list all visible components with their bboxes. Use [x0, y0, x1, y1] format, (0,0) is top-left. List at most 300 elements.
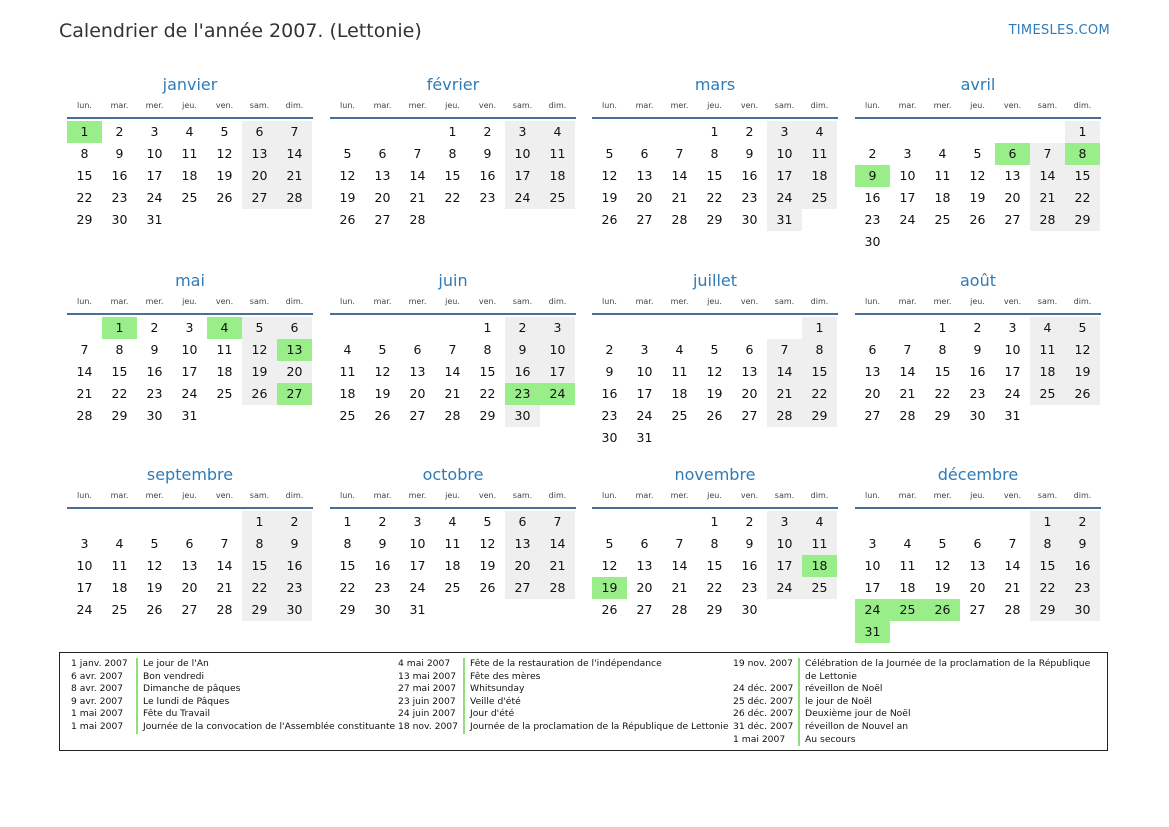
day-cell: 15 [1030, 555, 1065, 577]
month-name: septembre [146, 465, 234, 484]
day-cell: 22 [706, 190, 723, 205]
day-cell: 28 [444, 408, 461, 423]
holiday-name: Au secours [798, 734, 1101, 747]
weekday-label: lun. [77, 491, 92, 500]
day-cell: 4 [938, 146, 947, 161]
empty-cell [732, 317, 767, 339]
weekday-label: dim. [810, 101, 829, 110]
day-cell: 3 [640, 342, 649, 357]
weekday-label: jeu. [970, 297, 985, 306]
day-cell: 12 [242, 339, 277, 361]
empty-cell [925, 121, 960, 143]
weekday-label: lun. [602, 101, 617, 110]
day-cell: 15 [934, 364, 951, 379]
day-cell: 16 [146, 364, 163, 379]
day-cell: 11 [671, 364, 688, 379]
day-cell: 2 [745, 514, 754, 529]
day-cell: 23 [374, 580, 391, 595]
day-cell: 7 [675, 146, 684, 161]
day-cell: 2 [505, 317, 540, 339]
day-cell: 19 [1065, 361, 1100, 383]
day-cell: 28 [76, 408, 93, 423]
day-cell: 10 [767, 533, 802, 555]
weekday-header [67, 488, 313, 509]
day-cell: 27 [374, 212, 391, 227]
day-cell: 24 [899, 212, 916, 227]
day-cell: 5 [150, 536, 159, 551]
weekday-label: ven. [478, 491, 497, 500]
day-cell: 13 [409, 364, 426, 379]
day-cell: 10 [864, 558, 881, 573]
month-name: juin [438, 271, 468, 290]
holiday-name: Whitsunday [463, 683, 734, 696]
day-cell: 22 [1065, 187, 1100, 209]
day-cell: 8 [938, 342, 947, 357]
day-cell: 29 [1030, 599, 1065, 621]
weekday-label: dim. [548, 101, 567, 110]
day-cell: 31 [181, 408, 198, 423]
weekday-label: lun. [77, 101, 92, 110]
legend-row [733, 708, 1101, 721]
day-cell: 16 [864, 190, 881, 205]
holiday-day-cell: 24 [540, 383, 575, 405]
day-cell: 4 [1030, 317, 1065, 339]
day-cell: 29 [706, 212, 723, 227]
day-cell: 9 [483, 146, 492, 161]
weekday-label: dim. [548, 297, 567, 306]
day-cell: 12 [374, 364, 391, 379]
day-cell: 29 [802, 405, 837, 427]
weekday-label: mer. [145, 297, 164, 306]
day-cell: 16 [969, 364, 986, 379]
day-cell: 28 [277, 187, 312, 209]
holiday-day-cell: 25 [890, 599, 925, 621]
weekday-label: lun. [602, 297, 617, 306]
day-cell: 8 [1030, 533, 1065, 555]
day-cell: 17 [864, 580, 881, 595]
weekday-label: jeu. [707, 491, 722, 500]
empty-cell [855, 317, 890, 339]
empty-cell [137, 511, 172, 533]
holiday-day-cell: 27 [277, 383, 312, 405]
day-cell: 27 [636, 602, 653, 617]
day-cell: 23 [601, 408, 618, 423]
day-cell: 27 [181, 602, 198, 617]
month-2 [330, 72, 576, 231]
weekday-label: mer. [670, 297, 689, 306]
day-cell: 5 [1065, 317, 1100, 339]
day-cell: 10 [767, 143, 802, 165]
day-cell: 30 [741, 212, 758, 227]
month-11 [592, 462, 838, 621]
day-cell: 23 [111, 190, 128, 205]
day-cell: 18 [671, 386, 688, 401]
day-cell: 2 [605, 342, 614, 357]
day-cell: 14 [409, 168, 426, 183]
day-cell: 17 [767, 555, 802, 577]
empty-cell [102, 511, 137, 533]
holiday-date: 24 juin 2007 [398, 708, 456, 720]
legend-column [398, 658, 734, 734]
day-cell: 5 [378, 342, 387, 357]
empty-cell [1030, 121, 1065, 143]
day-cell: 10 [505, 143, 540, 165]
weekday-label: ven. [215, 101, 234, 110]
weekday-label: sam. [774, 297, 795, 306]
day-cell: 6 [277, 317, 312, 339]
day-grid [67, 511, 313, 621]
day-cell: 10 [636, 364, 653, 379]
empty-cell [627, 511, 662, 533]
legend-row [398, 721, 734, 734]
weekday-label: jeu. [970, 491, 985, 500]
legend-row [71, 721, 405, 734]
day-cell: 30 [277, 599, 312, 621]
day-cell: 17 [540, 361, 575, 383]
month-3 [592, 72, 838, 231]
day-cell: 2 [277, 511, 312, 533]
month-8 [855, 268, 1101, 427]
weekday-header [855, 488, 1101, 509]
weekday-label: sam. [1037, 101, 1058, 110]
day-cell: 20 [636, 190, 653, 205]
day-cell: 23 [1065, 577, 1100, 599]
holiday-date: 6 avr. 2007 [71, 670, 123, 682]
day-cell: 12 [601, 558, 618, 573]
weekday-label: jeu. [707, 101, 722, 110]
day-cell: 6 [745, 342, 754, 357]
day-cell: 4 [675, 342, 684, 357]
day-cell: 1 [802, 317, 837, 339]
day-cell: 10 [181, 342, 198, 357]
holiday-day-cell: 9 [855, 165, 890, 187]
weekday-label: jeu. [445, 101, 460, 110]
day-cell: 17 [636, 386, 653, 401]
weekday-label: sam. [249, 491, 270, 500]
day-cell: 4 [115, 536, 124, 551]
weekday-label: jeu. [707, 297, 722, 306]
month-4 [855, 72, 1101, 253]
day-cell: 9 [745, 146, 754, 161]
day-cell: 27 [969, 602, 986, 617]
day-cell: 16 [505, 361, 540, 383]
day-cell: 16 [741, 558, 758, 573]
day-grid [330, 121, 576, 231]
holiday-name: Le lundi de Pâques [136, 696, 405, 709]
day-cell: 14 [277, 143, 312, 165]
day-cell: 22 [1030, 577, 1065, 599]
day-cell: 11 [444, 536, 461, 551]
day-cell: 26 [216, 190, 233, 205]
day-cell: 15 [802, 361, 837, 383]
day-cell: 3 [767, 121, 802, 143]
weekday-label: sam. [774, 101, 795, 110]
day-cell: 10 [146, 146, 163, 161]
empty-cell [697, 317, 732, 339]
day-cell: 30 [1065, 599, 1100, 621]
day-cell: 7 [1030, 143, 1065, 165]
month-name: mars [694, 75, 736, 94]
day-cell: 20 [505, 555, 540, 577]
day-grid [592, 511, 838, 621]
holiday-date: 26 déc. 2007 [733, 708, 794, 720]
legend-row [733, 658, 1101, 683]
day-cell: 29 [1065, 209, 1100, 231]
weekday-label: mar. [898, 297, 917, 306]
weekday-label: sam. [774, 491, 795, 500]
day-cell: 25 [802, 187, 837, 209]
empty-cell [890, 121, 925, 143]
day-cell: 10 [409, 536, 426, 551]
day-cell: 11 [540, 143, 575, 165]
weekday-label: lun. [340, 297, 355, 306]
day-cell: 18 [444, 558, 461, 573]
day-cell: 15 [1065, 165, 1100, 187]
day-cell: 18 [934, 190, 951, 205]
day-cell: 5 [605, 146, 614, 161]
day-cell: 19 [601, 190, 618, 205]
weekday-label: sam. [249, 101, 270, 110]
weekday-label: sam. [512, 491, 533, 500]
empty-cell [995, 121, 1030, 143]
weekday-label: dim. [1073, 297, 1092, 306]
day-cell: 8 [483, 342, 492, 357]
holiday-name: Journée de la convocation de l'Assemblée constituante [136, 721, 405, 734]
day-cell: 15 [76, 168, 93, 183]
day-cell: 30 [505, 405, 540, 427]
day-cell: 3 [80, 536, 89, 551]
day-cell: 27 [864, 408, 881, 423]
weekday-label: dim. [1073, 101, 1092, 110]
empty-cell [67, 511, 102, 533]
day-cell: 3 [413, 514, 422, 529]
day-cell: 14 [216, 558, 233, 573]
day-cell: 24 [76, 602, 93, 617]
holiday-legend [59, 652, 1108, 751]
legend-row [71, 658, 405, 671]
day-cell: 9 [973, 342, 982, 357]
empty-cell [330, 121, 365, 143]
month-5 [67, 268, 313, 427]
empty-cell [592, 121, 627, 143]
holiday-name: Jour d'été [463, 708, 734, 721]
day-cell: 15 [242, 555, 277, 577]
weekday-label: dim. [285, 297, 304, 306]
holiday-day-cell: 26 [925, 599, 960, 621]
day-cell: 27 [242, 187, 277, 209]
day-cell: 12 [146, 558, 163, 573]
day-cell: 18 [802, 165, 837, 187]
day-cell: 9 [277, 533, 312, 555]
day-cell: 31 [409, 602, 426, 617]
day-cell: 3 [1008, 320, 1017, 335]
holiday-date: 4 mai 2007 [398, 658, 451, 669]
day-cell: 25 [540, 187, 575, 209]
day-cell: 7 [1008, 536, 1017, 551]
day-cell: 7 [903, 342, 912, 357]
weekday-label: ven. [478, 101, 497, 110]
day-cell: 8 [710, 146, 719, 161]
weekday-label: dim. [285, 491, 304, 500]
day-cell: 3 [903, 146, 912, 161]
day-cell: 19 [146, 580, 163, 595]
day-cell: 29 [111, 408, 128, 423]
day-cell: 20 [181, 580, 198, 595]
holiday-date: 18 nov. 2007 [398, 720, 459, 732]
day-cell: 30 [969, 408, 986, 423]
day-cell: 4 [802, 121, 837, 143]
day-cell: 26 [479, 580, 496, 595]
day-cell: 16 [479, 168, 496, 183]
page-title: Calendrier de l'année 2007. (Lettonie) [59, 20, 422, 42]
day-cell: 22 [339, 580, 356, 595]
day-cell: 17 [1004, 364, 1021, 379]
weekday-label: mar. [635, 297, 654, 306]
day-cell: 13 [1004, 168, 1021, 183]
day-cell: 13 [741, 364, 758, 379]
day-cell: 10 [1004, 342, 1021, 357]
day-cell: 31 [1004, 408, 1021, 423]
weekday-header [855, 294, 1101, 315]
day-cell: 5 [483, 514, 492, 529]
day-grid [855, 511, 1101, 643]
day-grid [855, 121, 1101, 253]
day-cell: 8 [710, 536, 719, 551]
empty-cell [960, 121, 995, 143]
month-6 [330, 268, 576, 427]
day-grid [592, 121, 838, 231]
day-cell: 21 [1030, 187, 1065, 209]
day-cell: 11 [216, 342, 233, 357]
weekday-label: ven. [1003, 491, 1022, 500]
weekday-label: sam. [249, 297, 270, 306]
day-cell: 7 [767, 339, 802, 361]
day-grid [330, 511, 576, 621]
holiday-day-cell: 6 [995, 143, 1030, 165]
day-cell: 8 [115, 342, 124, 357]
month-name: mai [175, 271, 205, 290]
day-cell: 25 [934, 212, 951, 227]
day-cell: 24 [636, 408, 653, 423]
empty-cell [855, 511, 890, 533]
month-12 [855, 462, 1101, 643]
weekday-label: mar. [635, 491, 654, 500]
day-cell: 29 [934, 408, 951, 423]
weekday-label: lun. [340, 491, 355, 500]
day-cell: 25 [339, 408, 356, 423]
day-cell: 1 [710, 514, 719, 529]
month-name: novembre [674, 465, 756, 484]
day-cell: 2 [1065, 511, 1100, 533]
weekday-label: lun. [865, 297, 880, 306]
day-cell: 15 [339, 558, 356, 573]
day-cell: 27 [1004, 212, 1021, 227]
day-cell: 8 [802, 339, 837, 361]
day-cell: 21 [767, 383, 802, 405]
day-cell: 21 [444, 386, 461, 401]
empty-cell [925, 511, 960, 533]
day-cell: 21 [671, 580, 688, 595]
brand-link[interactable]: TIMESLES.COM [1008, 23, 1110, 38]
weekday-label: mar. [373, 491, 392, 500]
empty-cell [995, 511, 1030, 533]
day-cell: 15 [444, 168, 461, 183]
weekday-label: mer. [933, 101, 952, 110]
weekday-label: mer. [933, 491, 952, 500]
weekday-label: mar. [110, 297, 129, 306]
day-cell: 11 [934, 168, 951, 183]
day-cell: 20 [864, 386, 881, 401]
weekday-label: mar. [110, 101, 129, 110]
day-cell: 6 [505, 511, 540, 533]
weekday-header [330, 98, 576, 119]
day-cell: 21 [277, 165, 312, 187]
legend-row [733, 683, 1101, 696]
day-grid [592, 317, 838, 449]
day-cell: 9 [505, 339, 540, 361]
day-cell: 22 [706, 580, 723, 595]
day-cell: 22 [479, 386, 496, 401]
day-cell: 5 [710, 342, 719, 357]
empty-cell [960, 511, 995, 533]
empty-cell [592, 511, 627, 533]
day-cell: 20 [374, 190, 391, 205]
day-cell: 5 [220, 124, 229, 139]
legend-column [71, 658, 405, 734]
day-cell: 21 [216, 580, 233, 595]
legend-row [398, 696, 734, 709]
day-cell: 20 [1004, 190, 1021, 205]
day-cell: 28 [671, 212, 688, 227]
weekday-label: ven. [215, 491, 234, 500]
month-9 [67, 462, 313, 621]
day-cell: 25 [1030, 383, 1065, 405]
day-cell: 4 [185, 124, 194, 139]
day-grid [67, 121, 313, 231]
day-cell: 15 [706, 558, 723, 573]
day-cell: 16 [1065, 555, 1100, 577]
day-cell: 20 [741, 386, 758, 401]
empty-cell [592, 317, 627, 339]
legend-row [71, 696, 405, 709]
holiday-date: 9 avr. 2007 [71, 695, 123, 707]
day-cell: 14 [76, 364, 93, 379]
holiday-day-cell: 23 [505, 383, 540, 405]
day-cell: 2 [115, 124, 124, 139]
day-cell: 29 [339, 602, 356, 617]
empty-cell [890, 317, 925, 339]
legend-row [398, 708, 734, 721]
day-cell: 1 [1030, 511, 1065, 533]
holiday-day-cell: 8 [1065, 143, 1100, 165]
day-cell: 25 [181, 190, 198, 205]
day-cell: 24 [181, 386, 198, 401]
holiday-name: le jour de Noël [798, 696, 1101, 709]
day-cell: 30 [864, 234, 881, 249]
day-cell: 13 [636, 558, 653, 573]
weekday-label: lun. [865, 491, 880, 500]
day-cell: 17 [76, 580, 93, 595]
day-cell: 9 [378, 536, 387, 551]
day-cell: 3 [767, 511, 802, 533]
day-cell: 16 [601, 386, 618, 401]
weekday-label: mer. [408, 101, 427, 110]
day-cell: 20 [409, 386, 426, 401]
day-cell: 26 [242, 383, 277, 405]
day-cell: 9 [745, 536, 754, 551]
day-cell: 14 [767, 361, 802, 383]
day-cell: 15 [479, 364, 496, 379]
